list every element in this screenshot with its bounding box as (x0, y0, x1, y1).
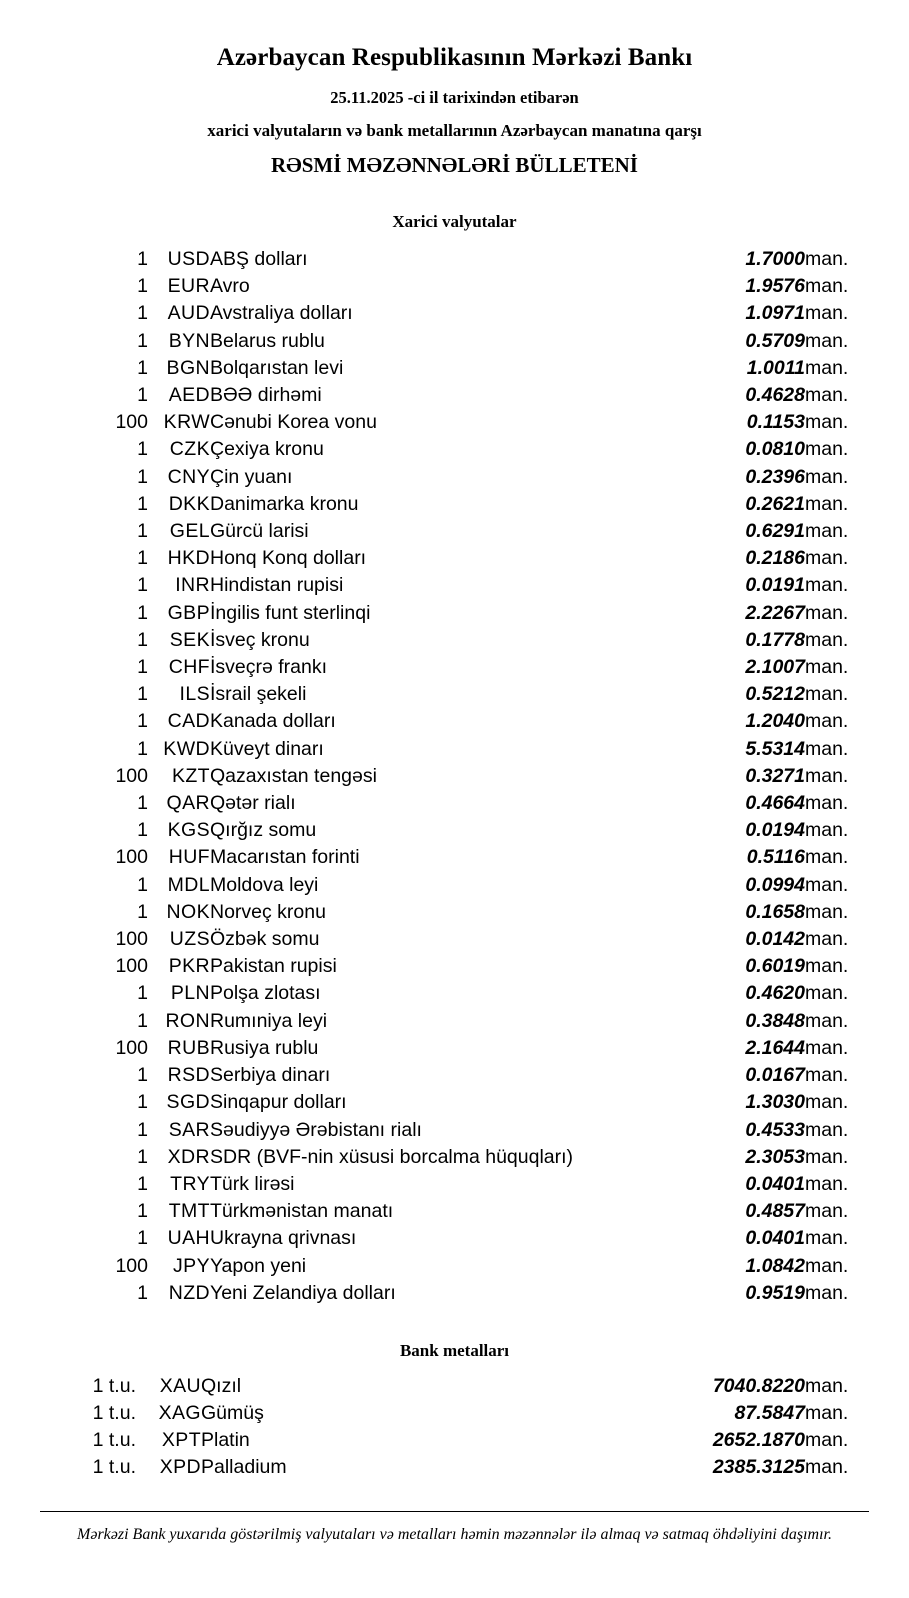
currency-code: SGD (166, 1091, 210, 1114)
currency-code: TMT (168, 1200, 210, 1223)
currency-row (40, 1144, 869, 1171)
rate-unit: man. (805, 955, 849, 978)
currency-code: XDR (167, 1145, 210, 1168)
rate-quantity: 1 (137, 492, 148, 515)
currency-name: Yapon yeni (210, 1254, 307, 1277)
currency-row (40, 1089, 869, 1116)
rate-unit: man. (805, 928, 849, 951)
currency-code: PLN (170, 982, 210, 1005)
rate-unit: man. (805, 1064, 849, 1087)
currency-code: PKR (168, 955, 210, 978)
currency-name: Gümüş (201, 1401, 264, 1424)
rate-quantity: 1 t.u. (92, 1374, 136, 1397)
currency-code: MDL (167, 873, 210, 896)
rate-value: 2.1644 (745, 1036, 805, 1059)
currency-name: Rusiya rublu (210, 1036, 319, 1059)
rate-unit: man. (805, 275, 849, 298)
rate-quantity: 100 (115, 1036, 148, 1059)
rate-unit: man. (805, 656, 849, 679)
rate-quantity: 1 (137, 1064, 148, 1087)
rate-value: 0.4628 (745, 384, 805, 407)
rate-quantity: 1 (137, 683, 148, 706)
rate-quantity: 1 (137, 1009, 148, 1032)
subtitle-line: xarici valyutaların və bank metallarının Azərbaycan manatına qarşı (207, 121, 702, 140)
currency-code: CNY (167, 465, 210, 488)
currency-row (40, 708, 869, 735)
currency-code: GEL (169, 520, 210, 543)
rate-quantity: 1 (137, 1118, 148, 1141)
footer-disclaimer: Mərkəzi Bank yuxarıda göstərilmiş valyutaları və metalları həmin məzənnələr ilə almaq və satmaq öhdəliyini daşımır. (40, 1511, 869, 1544)
currency-name: Bolqarıstan levi (210, 356, 344, 379)
currency-name: İsveç kronu (210, 628, 310, 651)
currency-code: GBP (167, 601, 210, 624)
currency-row (40, 1225, 869, 1252)
currency-row (40, 654, 869, 681)
currency-row (40, 1008, 869, 1035)
rate-value: 1.0971 (745, 302, 805, 325)
currency-code: AED (168, 384, 210, 407)
currency-row (40, 300, 869, 327)
rate-quantity: 1 (137, 356, 148, 379)
rate-unit: man. (805, 384, 849, 407)
rate-value: 0.5212 (745, 683, 805, 706)
currency-row (40, 1280, 869, 1307)
rate-quantity: 100 (115, 846, 148, 869)
rate-quantity: 100 (115, 928, 148, 951)
currency-name: Qətər rialı (210, 792, 296, 815)
rate-value: 0.4620 (745, 982, 805, 1005)
currency-name: Qızıl (201, 1374, 242, 1397)
currency-code: RON (165, 1009, 210, 1032)
currency-code: BYN (168, 329, 210, 352)
currency-code: DKK (168, 492, 210, 515)
rate-quantity: 1 (137, 1227, 148, 1250)
currency-name: Türk lirəsi (210, 1172, 295, 1195)
currency-row (40, 409, 869, 436)
currency-code: RSD (167, 1064, 210, 1087)
rate-value: 0.2186 (745, 547, 805, 570)
rate-unit: man. (805, 1009, 849, 1032)
rate-quantity: 1 (137, 601, 148, 624)
currency-name: Türkmənistan manatı (210, 1200, 394, 1223)
rate-value: 1.0842 (745, 1254, 805, 1277)
rate-unit: man. (805, 547, 849, 570)
currency-row (40, 1035, 869, 1062)
rate-unit: man. (805, 1172, 849, 1195)
rate-unit: man. (805, 438, 849, 461)
rate-quantity: 1 (137, 873, 148, 896)
rate-value: 0.4857 (745, 1200, 805, 1223)
currency-code: CHF (168, 656, 210, 679)
metal-row (40, 1400, 869, 1427)
rate-quantity: 1 t.u. (92, 1401, 136, 1424)
rate-unit: man. (805, 764, 849, 787)
rate-quantity: 1 (137, 710, 148, 733)
rate-value: 0.0810 (745, 438, 805, 461)
currency-code: EUR (167, 275, 210, 298)
rate-value: 0.0401 (745, 1227, 805, 1250)
rate-value: 2.1007 (745, 656, 805, 679)
rate-value: 1.9576 (745, 275, 805, 298)
rate-quantity: 1 (137, 574, 148, 597)
currency-name: Platin (201, 1428, 250, 1451)
currency-code: RUB (167, 1036, 210, 1059)
rate-value: 0.0142 (745, 928, 805, 951)
currency-name: Honq Konq dolları (210, 547, 367, 570)
currency-code: UAH (167, 1227, 210, 1250)
rate-value: 0.0191 (745, 574, 805, 597)
currency-name: Yeni Zelandiya dolları (210, 1281, 396, 1304)
currency-code: XPD (159, 1455, 201, 1478)
currency-code: KZT (171, 764, 210, 787)
currency-code: SAR (168, 1118, 210, 1141)
rate-value: 0.5709 (745, 329, 805, 352)
currency-name: Serbiya dinarı (210, 1064, 331, 1087)
bulletin-title: RƏSMİ MƏZƏNNƏLƏRİ BÜLLETENİ (271, 153, 638, 177)
currency-code: TRY (170, 1172, 210, 1195)
rate-value: 87.5847 (734, 1401, 805, 1424)
rate-value: 0.6291 (745, 520, 805, 543)
rate-unit: man. (805, 1091, 849, 1114)
currency-name: SDR (BVF-nin xüsusi borcalma hüquqları) (210, 1145, 574, 1168)
rate-quantity: 100 (115, 411, 148, 434)
rate-value: 1.3030 (745, 1091, 805, 1114)
page-title: Azərbaycan Respublikasının Mərkəzi Bankı (216, 44, 693, 71)
rate-unit: man. (805, 792, 849, 815)
rate-unit: man. (805, 982, 849, 1005)
rate-quantity: 100 (115, 1254, 148, 1277)
rate-value: 0.3848 (745, 1009, 805, 1032)
rate-unit: man. (805, 1227, 849, 1250)
rate-unit: man. (805, 1401, 849, 1424)
currency-code: HKD (167, 547, 210, 570)
rate-value: 2385.3125 (712, 1455, 805, 1478)
rate-unit: man. (805, 302, 849, 325)
currency-name: Macarıstan forinti (210, 846, 360, 869)
currency-row (40, 872, 869, 899)
rate-quantity: 1 (137, 628, 148, 651)
rate-unit: man. (805, 1428, 849, 1451)
currency-row (40, 1062, 869, 1089)
currency-row (40, 518, 869, 545)
metal-row (40, 1373, 869, 1400)
foreign-currencies-heading: Xarici valyutalar (392, 212, 517, 231)
currency-row (40, 436, 869, 463)
rate-unit: man. (805, 520, 849, 543)
rate-unit: man. (805, 1036, 849, 1059)
currency-code: QAR (166, 792, 210, 815)
rate-quantity: 1 (137, 384, 148, 407)
currency-row (40, 355, 869, 382)
rate-value: 0.1658 (745, 900, 805, 923)
bank-metals-table (40, 1373, 869, 1481)
rate-quantity: 1 (137, 520, 148, 543)
bank-metals-section (40, 1341, 869, 1481)
currency-name: Səudiyyə Ərəbistanı rialı (210, 1118, 422, 1141)
currency-code: JPY (173, 1254, 210, 1277)
rate-quantity: 1 (137, 275, 148, 298)
currency-name: Küveyt dinarı (210, 737, 324, 760)
rate-value: 0.2621 (745, 492, 805, 515)
currency-code: HUF (168, 846, 210, 869)
currency-name: Hindistan rupisi (210, 574, 344, 597)
currency-name: BƏƏ dirhəmi (210, 384, 322, 407)
rate-value: 0.5116 (746, 846, 805, 869)
rate-unit: man. (805, 329, 849, 352)
rate-quantity: 1 t.u. (92, 1455, 136, 1478)
rate-unit: man. (805, 683, 849, 706)
rate-quantity: 1 (137, 656, 148, 679)
currency-name: Özbək somu (210, 928, 320, 951)
currency-name: ABŞ dolları (210, 248, 308, 270)
rate-quantity: 1 (137, 465, 148, 488)
rate-value: 1.2040 (745, 710, 805, 733)
currency-row (40, 1198, 869, 1225)
currency-code: UZS (169, 928, 210, 951)
currency-row (40, 572, 869, 599)
currency-name: Ukrayna qrivnası (210, 1227, 357, 1250)
rate-quantity: 1 (137, 329, 148, 352)
rate-quantity: 1 (137, 1145, 148, 1168)
currency-name: Polşa zlotası (210, 982, 321, 1005)
rate-quantity: 1 (137, 302, 148, 325)
rate-unit: man. (805, 1200, 849, 1223)
rate-value: 0.4664 (745, 792, 805, 815)
foreign-currencies-table (40, 246, 869, 1307)
currency-name: Norveç kronu (210, 900, 326, 923)
currency-name: Kanada dolları (210, 710, 336, 733)
rate-value: 0.6019 (745, 955, 805, 978)
currency-row (40, 926, 869, 953)
rate-unit: man. (805, 628, 849, 651)
currency-row (40, 844, 869, 871)
rate-quantity: 1 (137, 1172, 148, 1195)
currency-code: BGN (166, 356, 210, 379)
currency-name: Belarus rublu (210, 329, 325, 352)
rate-unit: man. (805, 1455, 849, 1478)
currency-code: ILS (179, 683, 210, 706)
currency-code: XAG (158, 1401, 201, 1424)
rate-value: 2.3053 (745, 1145, 805, 1168)
rate-value: 0.0994 (745, 873, 805, 896)
rate-unit: man. (805, 248, 849, 270)
rate-quantity: 1 (137, 900, 148, 923)
currency-row (40, 953, 869, 980)
currency-name: Cənubi Korea vonu (210, 411, 377, 434)
rate-quantity: 1 (137, 1091, 148, 1114)
foreign-currencies-section (40, 212, 869, 1307)
currency-name: Çexiya kronu (210, 438, 324, 461)
rate-quantity: 1 (137, 438, 148, 461)
currency-name: Sinqapur dolları (210, 1091, 347, 1114)
rate-value: 0.4533 (745, 1118, 805, 1141)
currency-name: Avro (210, 275, 250, 298)
rate-value: 2.2267 (745, 601, 805, 624)
currency-name: Qırğız somu (210, 819, 317, 842)
currency-row (40, 328, 869, 355)
currency-code: SEK (169, 628, 210, 651)
currency-row (40, 681, 869, 708)
currency-name: Gürcü larisi (210, 520, 309, 543)
currency-code: NZD (168, 1281, 210, 1304)
currency-code: KRW (163, 411, 210, 434)
rate-quantity: 1 (137, 792, 148, 815)
rate-value: 0.0194 (745, 819, 805, 842)
rate-unit: man. (805, 356, 849, 379)
rate-quantity: 1 (137, 737, 148, 760)
rate-unit: man. (805, 900, 849, 923)
currency-name: Danimarka kronu (210, 492, 359, 515)
currency-row (40, 491, 869, 518)
currency-name: Çin yuanı (210, 465, 293, 488)
currency-row (40, 980, 869, 1007)
currency-name: Pakistan rupisi (210, 955, 337, 978)
rate-unit: man. (805, 465, 849, 488)
rate-unit: man. (805, 1118, 849, 1141)
currency-row (40, 736, 869, 763)
rate-value: 0.3271 (745, 764, 805, 787)
rate-unit: man. (805, 574, 849, 597)
currency-row (40, 273, 869, 300)
currency-row (40, 600, 869, 627)
currency-row (40, 545, 869, 572)
rate-unit: man. (805, 411, 849, 434)
currency-name: Moldova leyi (210, 873, 319, 896)
rate-value: 5.5314 (745, 737, 805, 760)
currency-row (40, 464, 869, 491)
rate-unit: man. (805, 601, 849, 624)
rate-value: 0.1153 (746, 411, 805, 434)
currency-row (40, 1171, 869, 1198)
rate-unit: man. (805, 1281, 849, 1304)
currency-row (40, 627, 869, 654)
metal-row (40, 1454, 869, 1481)
rate-value: 1.7000 (745, 248, 805, 270)
currency-row (40, 246, 869, 273)
currency-name: Avstraliya dolları (210, 302, 353, 325)
rate-quantity: 1 (137, 248, 148, 270)
rate-unit: man. (805, 1145, 849, 1168)
rate-value: 0.0401 (745, 1172, 805, 1195)
rate-unit: man. (805, 492, 849, 515)
rate-quantity: 100 (115, 955, 148, 978)
currency-code: INR (175, 574, 210, 597)
currency-row (40, 382, 869, 409)
currency-code: XPT (161, 1428, 201, 1451)
currency-code: XAU (159, 1374, 201, 1397)
rate-value: 2652.1870 (712, 1428, 805, 1451)
rate-unit: man. (805, 873, 849, 896)
currency-code: AUD (167, 302, 210, 325)
rate-value: 7040.8220 (712, 1374, 805, 1397)
currency-row (40, 790, 869, 817)
currency-code: KWD (163, 737, 210, 760)
rate-value: 0.0167 (745, 1064, 805, 1087)
rate-quantity: 1 (137, 1200, 148, 1223)
rate-quantity: 1 (137, 819, 148, 842)
rate-unit: man. (805, 846, 849, 869)
currency-name: Rumıniya leyi (210, 1009, 328, 1032)
currency-row (40, 1117, 869, 1144)
currency-code: NOK (166, 900, 210, 923)
rate-unit: man. (805, 1374, 849, 1397)
currency-row (40, 763, 869, 790)
rate-value: 0.1778 (745, 628, 805, 651)
rate-unit: man. (805, 819, 849, 842)
rate-quantity: 1 (137, 1281, 148, 1304)
currency-row (40, 1253, 869, 1280)
rate-unit: man. (805, 710, 849, 733)
currency-code: KGS (167, 819, 210, 842)
effective-date-line: 25.11.2025 -ci il tarixindən etibarən (330, 88, 579, 107)
currency-row (40, 899, 869, 926)
currency-name: Qazaxıstan tengəsi (210, 764, 377, 787)
currency-name: İsrail şekeli (210, 683, 307, 706)
currency-code: CZK (169, 438, 210, 461)
rate-quantity: 1 (137, 547, 148, 570)
metal-row (40, 1427, 869, 1454)
rate-unit: man. (805, 737, 849, 760)
rate-value: 1.0011 (746, 356, 805, 379)
currency-code: CAD (167, 710, 210, 733)
currency-name: İsveçrə frankı (210, 656, 328, 679)
rate-quantity: 1 (137, 982, 148, 1005)
rate-quantity: 100 (115, 764, 148, 787)
bank-metals-heading: Bank metalları (399, 1340, 510, 1360)
rate-value: 0.2396 (745, 465, 805, 488)
currency-name: İngilis funt sterlinqi (210, 601, 371, 624)
currency-code: USD (167, 248, 210, 270)
rate-value: 0.9519 (745, 1281, 805, 1304)
currency-name: Palladium (201, 1455, 287, 1478)
rate-quantity: 1 t.u. (92, 1428, 136, 1451)
currency-row (40, 817, 869, 844)
rate-unit: man. (805, 1254, 849, 1277)
